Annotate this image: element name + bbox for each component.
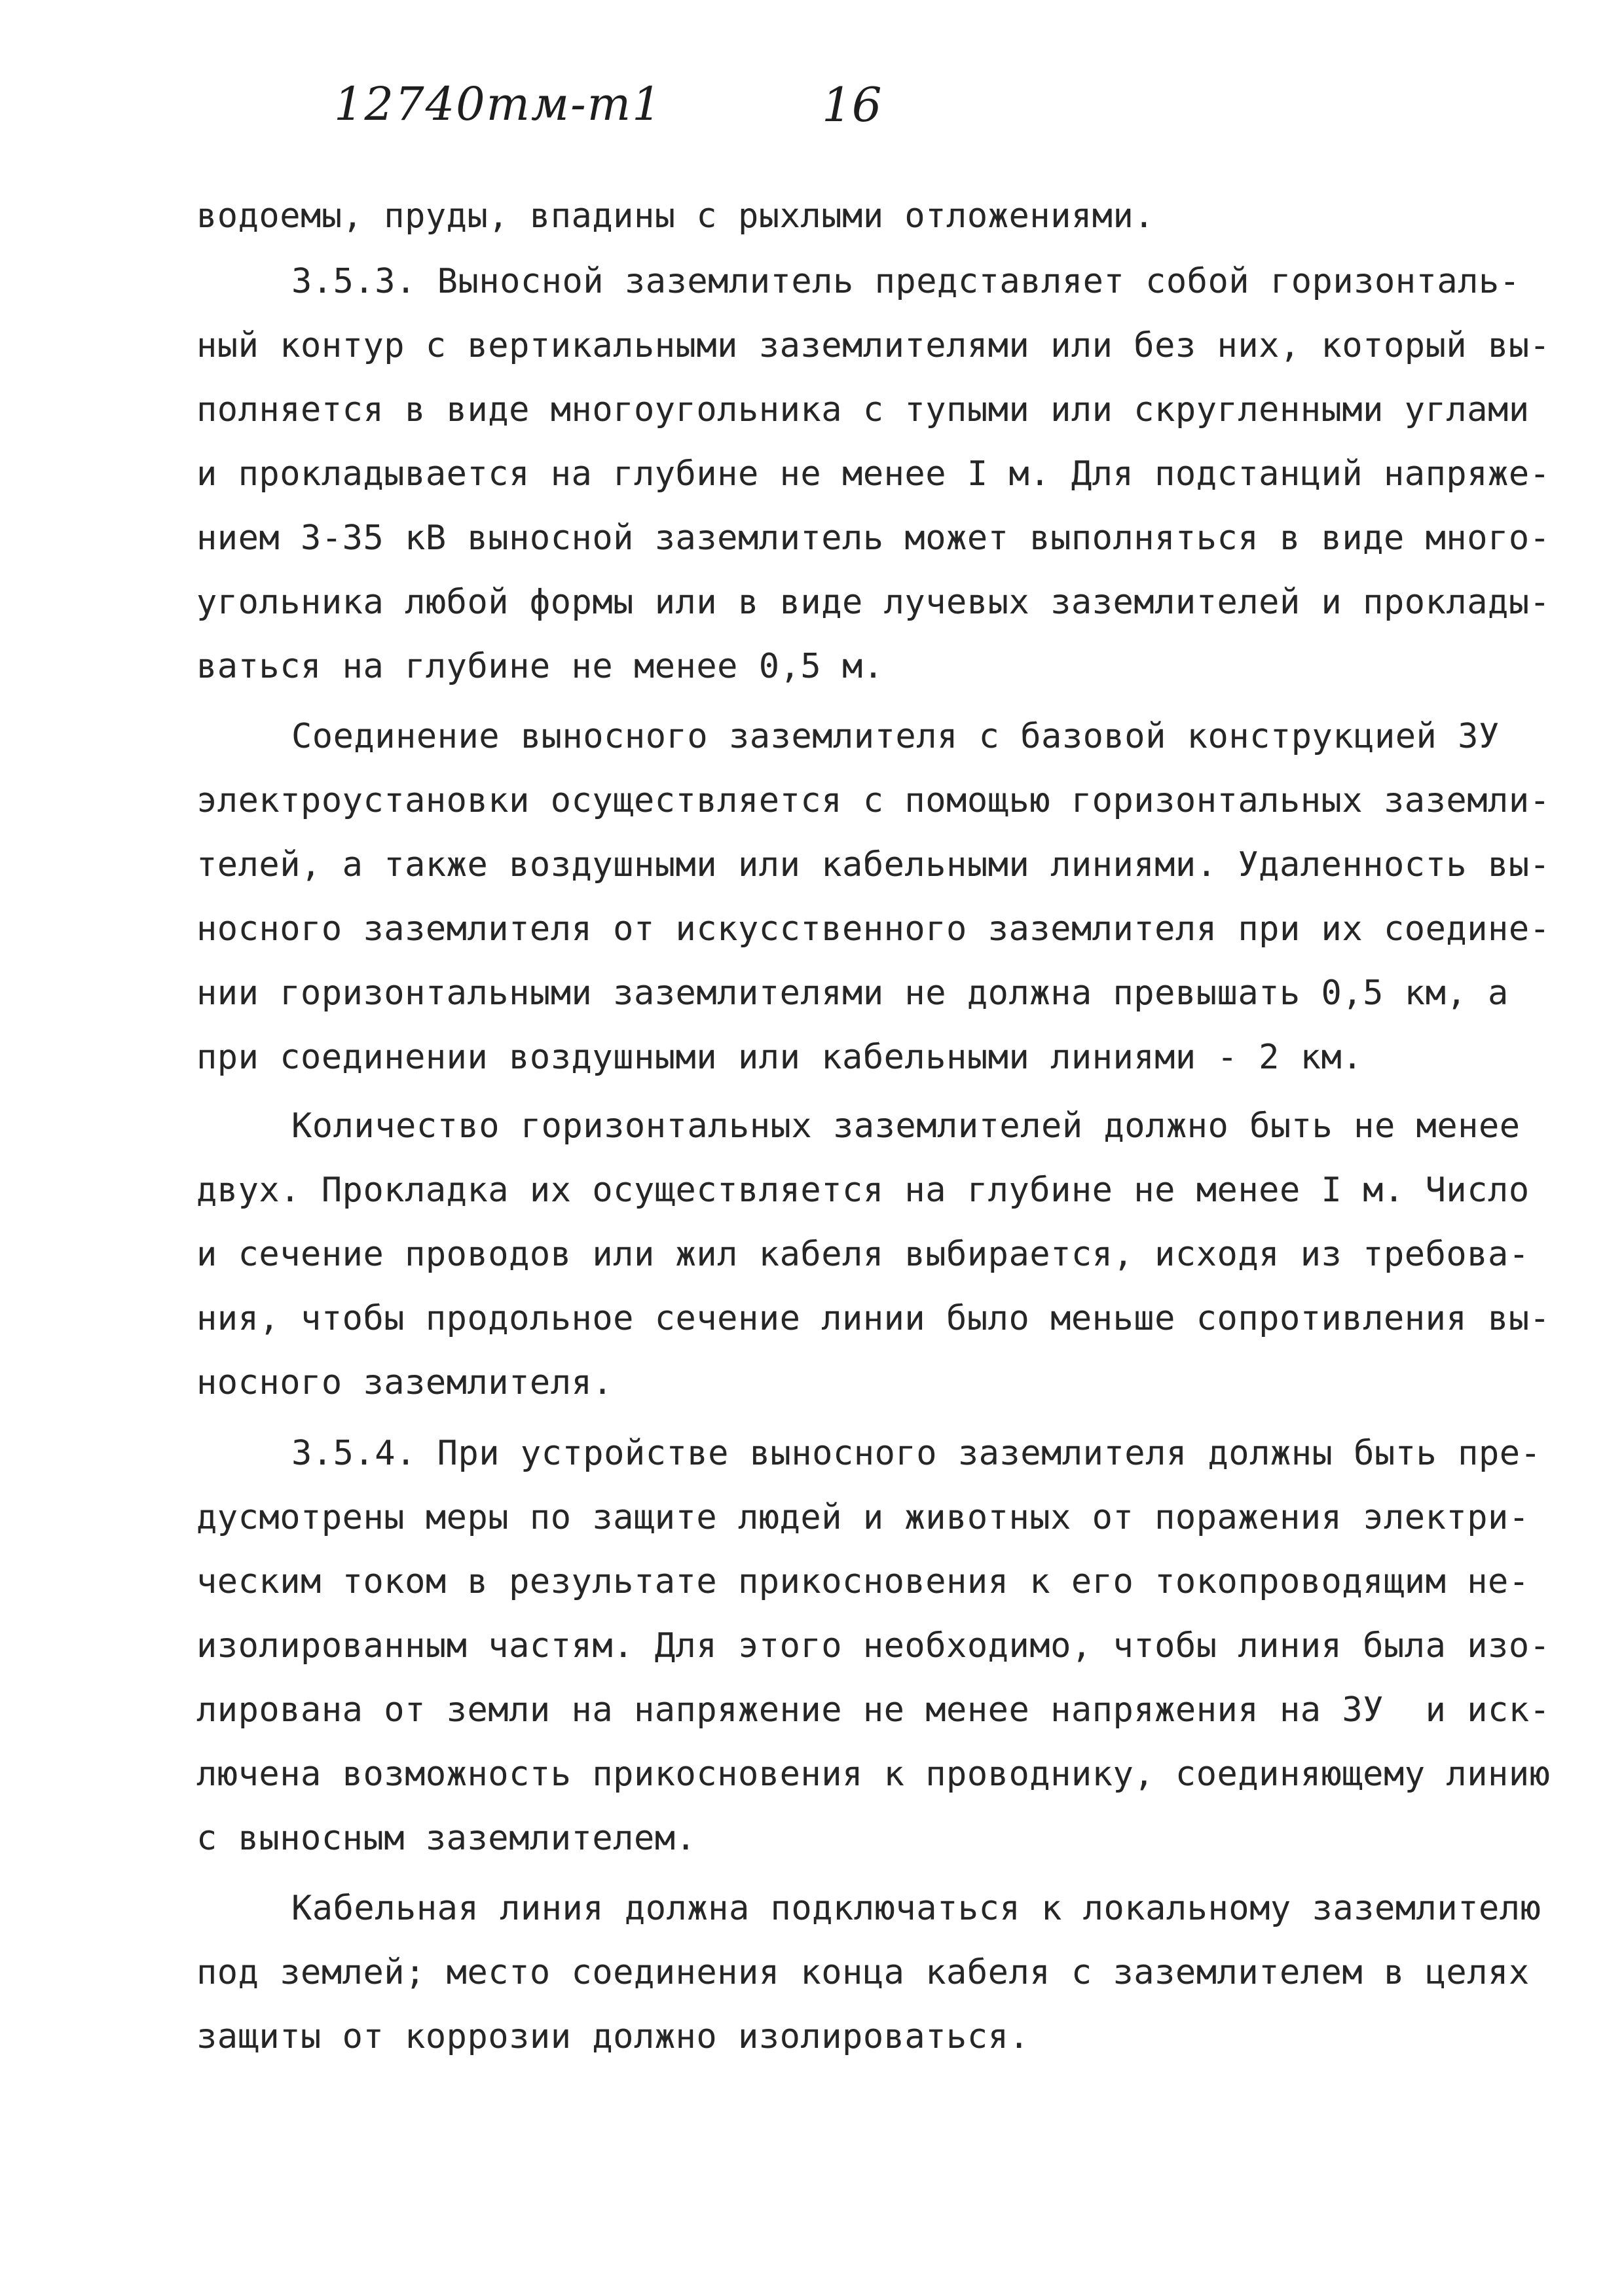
text-line: под землей; место соединения конца кабеля с заземлителем в целях: [196, 1953, 1530, 1992]
text-line: носного заземлителя от искусственного заземлителя при их соедине-: [196, 909, 1551, 949]
text-line: лирована от земли на напряжение не менее напряжения на ЗУ и иск-: [196, 1690, 1551, 1730]
text-line: ния, чтобы продольное сечение линии было меньше сопротивления вы-: [196, 1299, 1551, 1338]
text-line: и прокладывается на глубине не менее I м. Для подстанций напряже-: [196, 454, 1551, 494]
text-line: электроустановки осуществляется с помощью горизонтальных заземли-: [196, 781, 1551, 820]
text-line: Соединение выносного заземлителя с базовой конструкцией ЗУ: [291, 717, 1500, 756]
text-line: нии горизонтальными заземлителями не должна превышать 0,5 км, а: [196, 974, 1509, 1013]
text-line: дусмотрены меры по защите людей и животных от поражения электри-: [196, 1498, 1530, 1537]
text-line: Количество горизонтальных заземлителей должно быть не менее: [291, 1106, 1521, 1146]
text-line: ный контур с вертикальными заземлителями или без них, который вы-: [196, 326, 1551, 365]
text-line: изолированным частям. Для этого необходимо, чтобы линия была изо-: [196, 1626, 1551, 1666]
text-line: лючена возможность прикосновения к проводнику, соединяющему линию: [196, 1755, 1551, 1794]
text-line: носного заземлителя.: [196, 1363, 614, 1402]
text-line: двух. Прокладка их осуществляется на глубине не менее I м. Число: [196, 1171, 1530, 1210]
text-line: нием 3-35 кВ выносной заземлитель может выполняться в виде много-: [196, 519, 1551, 558]
text-line: телей, а также воздушными или кабельными линиями. Удаленность вы-: [196, 845, 1551, 884]
text-line: ческим током в результате прикосновения к его токопроводящим не-: [196, 1562, 1530, 1601]
text-line: водоемы, пруды, впадины с рыхлыми отложениями.: [196, 196, 1155, 236]
text-line: ваться на глубине не менее 0,5 м.: [196, 647, 884, 686]
text-line: угольника любой формы или в виде лучевых заземлителей и проклады-: [196, 583, 1551, 622]
text-line: с выносным заземлителем.: [196, 1819, 697, 1858]
text-line: при соединении воздушными или кабельными линиями - 2 км.: [196, 1038, 1363, 1077]
text-line: полняется в виде многоугольника с тупыми или скругленными углами: [196, 390, 1530, 429]
document-code: 12740тм-т1: [334, 77, 663, 131]
text-line: и сечение проводов или жил кабеля выбирается, исходя из требова-: [196, 1235, 1530, 1274]
text-line: 3.5.4. При устройстве выносного заземлителя должны быть пре-: [291, 1434, 1541, 1473]
text-line: защиты от коррозии должно изолироваться.: [196, 2017, 1030, 2056]
text-line: Кабельная линия должна подключаться к локальному заземлителю: [291, 1889, 1541, 1928]
page-number: 16: [822, 77, 882, 132]
text-line: 3.5.3. Выносной заземлитель представляет собой горизонталь-: [291, 262, 1521, 301]
